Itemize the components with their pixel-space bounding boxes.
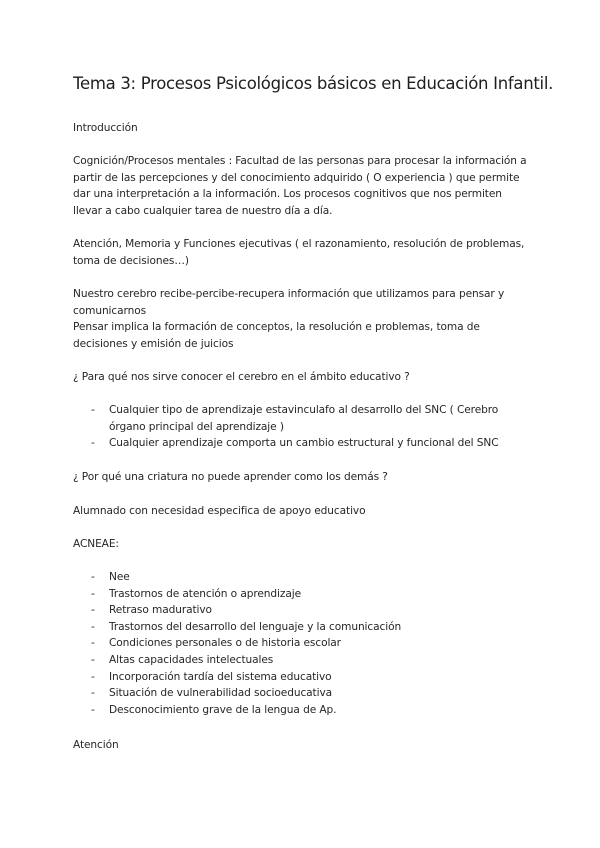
atencion-memoria-line-2: toma de decisiones…) <box>73 254 189 267</box>
cognicion-line-2: partir de las percepciones y del conocimiento adquirido ( O experiencia ) que permite <box>73 171 520 184</box>
acneae-list-item: Nee <box>109 571 130 583</box>
bullet-dash: - <box>91 604 95 617</box>
question-cerebro: ¿ Para qué nos sirve conocer el cerebro en el ámbito educativo ? <box>73 371 410 383</box>
bullet-dash: - <box>91 571 95 583</box>
bullet-dash: - <box>91 620 95 633</box>
acneae-list-item: Situación de vulnerabilidad socioeducativa <box>109 687 333 700</box>
intro-heading: Introducción <box>73 122 138 134</box>
cognicion-line-1: Cognición/Procesos mentales : Facultad de las personas para procesar la información a <box>73 155 527 167</box>
acneae-list-item: Desconocimiento grave de la lengua de Ap. <box>109 703 337 716</box>
acneae-list-item: Retraso madurativo <box>109 604 212 617</box>
question-criatura: ¿ Por qué una criatura no puede aprender como los demás ? <box>73 471 388 483</box>
list-item-cambio-snc: Cualquier aprendizaje comporta un cambio estructural y funcional del SNC <box>109 437 499 449</box>
acneae-list-item: Trastornos del desarrollo del lenguaje y la comunicación <box>109 620 402 633</box>
bullet-dash: - <box>91 687 95 700</box>
page-title: Tema 3: Procesos Psicológicos básicos en Educación Infantil. <box>73 74 554 93</box>
bullet-dash: - <box>91 404 95 416</box>
acneae-list-item: Altas capacidades intelectuales <box>109 654 274 666</box>
bullet-dash: - <box>91 437 95 449</box>
cerebro-line-4: decisiones y emisión de juicios <box>73 337 234 350</box>
bullet-dash: - <box>91 587 95 600</box>
cerebro-line-1: Nuestro cerebro recibe-percibe-recupera información que utilizamos para pensar y <box>73 288 505 300</box>
list-item-aprendizaje-line-2: órgano principal del aprendizaje ) <box>109 420 284 433</box>
alumnado-text: Alumnado con necesidad especifica de apoyo educativo <box>73 505 366 517</box>
acneae-list-item: Condiciones personales o de historia escolar <box>109 637 341 650</box>
cognicion-line-3: dar una interpretación a la información. Los procesos cognitivos que nos permiten <box>73 188 502 200</box>
list-item-aprendizaje-line-1: Cualquier tipo de aprendizaje estavinculafo al desarrollo del SNC ( Cerebro <box>109 404 499 416</box>
bullet-dash: - <box>91 637 95 650</box>
bullet-dash: - <box>91 670 95 683</box>
acneae-heading: ACNEAE: <box>73 538 119 550</box>
acneae-list-item: Trastornos de atención o aprendizaje <box>109 587 301 600</box>
bullet-dash: - <box>91 654 95 666</box>
acneae-list-item: Incorporación tardía del sistema educativo <box>109 670 332 683</box>
atencion-memoria-line-1: Atención, Memoria y Funciones ejecutivas ( el razonamiento, resolución de problemas, <box>73 238 525 250</box>
cerebro-line-3: Pensar implica la formación de conceptos, la resolución e problemas, toma de <box>73 321 480 333</box>
atencion-heading: Atención <box>73 739 119 751</box>
bullet-dash: - <box>91 703 95 716</box>
cognicion-line-4: llevar a cabo cualquier tarea de nuestro día a día. <box>73 204 333 217</box>
cerebro-line-2: comunicarnos <box>73 304 146 317</box>
